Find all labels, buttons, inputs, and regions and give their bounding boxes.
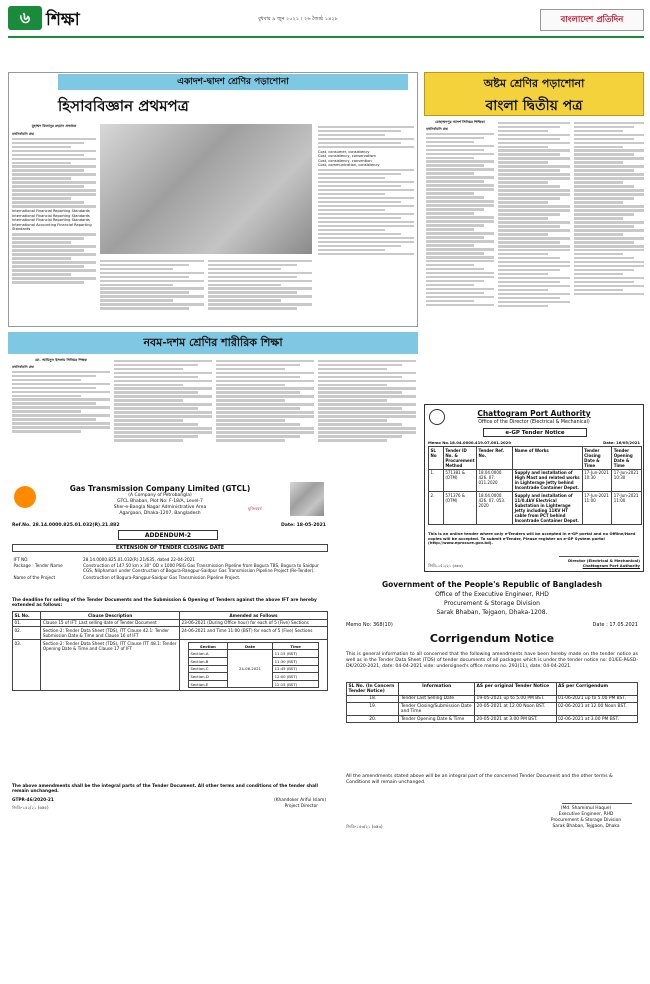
ifrs-term-2: International Financial Reporting Standards bbox=[12, 213, 90, 218]
pe-col-2 bbox=[114, 358, 212, 470]
gtcl-signer: (Khandoker Ariful Islam) bbox=[274, 798, 326, 803]
rhd-corrigendum-notice bbox=[340, 578, 644, 978]
gtcl-row3-schedule bbox=[179, 639, 327, 691]
gtcl-sub-section-c: Section-C bbox=[188, 665, 227, 673]
gtcl-sub-section-e: Section-E bbox=[188, 680, 227, 688]
rhd-row1-corr: 01-06-2021 up to 5.00 PM BST. bbox=[556, 695, 638, 703]
bangla-col-2 bbox=[498, 120, 570, 400]
gtcl-subtitle: (A Company of Petrobangla) bbox=[128, 493, 192, 498]
gtcl-address1: GTCL Bhaban, Plot No: F-18/A, Level-7 bbox=[117, 499, 203, 504]
accounting-kicker: একাদশ-দ্বাদশ শ্রেণির পড়াশোনা bbox=[58, 74, 408, 90]
rhd-col-info: Information bbox=[399, 683, 475, 696]
cpa-org: Chattogram Port Authority bbox=[477, 409, 591, 418]
bangla-title: বাংলা দ্বিতীয় পত্র bbox=[485, 98, 583, 114]
rhd-gov: Government of the People's Republic of Bangladesh bbox=[381, 580, 603, 589]
cpa-row1-closing: 17-Jun-2021 10:30 bbox=[582, 469, 612, 492]
gtcl-sub-col-section: Section bbox=[188, 642, 227, 650]
rhd-row2-sl: 19. bbox=[347, 703, 399, 716]
table-row bbox=[429, 492, 642, 525]
rhd-row2-info: Tender Closing/Submission Date and Time bbox=[399, 703, 475, 716]
table-row bbox=[13, 619, 328, 627]
accounting-author: মুহাম্মদ মিজানুর রহমান প্রভাষক bbox=[31, 124, 77, 128]
cost-term-1: Cost, consumer, consistency bbox=[318, 149, 370, 154]
table-row bbox=[13, 627, 328, 640]
rhd-row1-info: Tender Last Selling Date bbox=[399, 695, 475, 703]
gtcl-info-wrap bbox=[12, 556, 328, 581]
gtcl-info-val-3: Construction of Bogura-Rangpur-Saidpur Gas Transmission Pipeline Project. bbox=[83, 574, 241, 580]
cpa-date: Date: 16/05/2021 bbox=[603, 440, 640, 445]
gtcl-row3-desc: Section-2: Tender Data Sheet (TDS), ITT Clause ITT 48.1: Tender Opening Date & Time and Clause 17 of IFT bbox=[41, 639, 180, 691]
gtcl-section-table bbox=[188, 642, 319, 689]
cpa-row2-id: 571376 & (OTM) bbox=[443, 492, 476, 525]
rhd-row2-orig: 20-05-2021 at 12.00 Noon BST. bbox=[475, 703, 556, 716]
bangla-col-1 bbox=[426, 120, 494, 400]
pe-title: নবম-দশম শ্রেণির শারীরিক শিক্ষা bbox=[8, 332, 418, 354]
students-exam-photo bbox=[100, 124, 312, 254]
cpa-office: Office of the Director (Electrical & Mechanical) bbox=[478, 420, 590, 425]
gtcl-signer-title: Project Director bbox=[284, 804, 318, 809]
table-row bbox=[347, 715, 638, 723]
cpa-col-id: Tender ID No. & Procurement Method bbox=[445, 447, 475, 468]
table-row bbox=[12, 574, 328, 581]
bangla-col-3 bbox=[574, 120, 644, 400]
gtcl-row1-amend: 23-06-2021 (During Office hour) for each of 5 (Five) Sections bbox=[179, 619, 327, 627]
pe-col-4 bbox=[318, 358, 416, 470]
gtcl-row2-sl: 02. bbox=[13, 627, 41, 640]
pe-col-1 bbox=[12, 358, 110, 470]
gtcl-sub-section-b: Section-B bbox=[188, 657, 227, 665]
page-number: ৬ bbox=[8, 6, 42, 30]
rhd-address: Sarak Bhaban, Tejgaon, Dhaka-1208. bbox=[436, 609, 548, 616]
cpa-signature bbox=[559, 549, 639, 557]
gtcl-sub-section-a: Section-A bbox=[188, 650, 227, 658]
pe-author: মো. আমিনুল ইসলাম সিনিয়র শিক্ষক bbox=[34, 358, 88, 362]
gtcl-info-key-1: IFT NO. bbox=[13, 556, 29, 562]
rhd-signer: (Md. Shamimul Haque) bbox=[560, 806, 612, 811]
cpa-row1-ref: 18.04.0000. 426. 07. 011.2020 bbox=[477, 469, 513, 492]
gtcl-ref-code: জিডি-১৫২/২১ (৬x৫) bbox=[12, 805, 49, 810]
rhd-row3-corr: 02-06-2021 at 3.00 PM BST. bbox=[556, 715, 638, 723]
rhd-date: Date : 17.05.2021 bbox=[592, 622, 638, 628]
cpa-online-note: This is an online tender where only e-Tenders will be accepted in e-GP portal and no Offline/Hard copies will be accepted. To submit e-Tender, Please register on e-GP System portal (http://www.eprocure.gov.bd). bbox=[428, 531, 636, 546]
accounting-col-1 bbox=[12, 124, 96, 324]
cpa-memo: Memo No.18.04.0000.419.07.001.2020 bbox=[428, 440, 511, 445]
rhd-col-sl: SL No. (In Concern Tender Notice) bbox=[347, 683, 399, 696]
gtcl-clause-table bbox=[12, 611, 328, 691]
ifrs-term-3: International Financial Reporting Standards bbox=[12, 218, 90, 223]
cpa-table-wrap bbox=[428, 446, 642, 525]
gtcl-footer-text: The above amendments shall be the integral parts of the Tender Document. All other terms and conditions of the tender shall remain unchanged. bbox=[12, 784, 318, 795]
gtcl-sub-date: 24-06-2021 bbox=[227, 650, 272, 688]
gtcl-info-table bbox=[12, 556, 328, 581]
accounting-col-3 bbox=[208, 258, 312, 324]
gtcl-sub-section-d: Section-D bbox=[188, 673, 227, 681]
cpa-row2-works: Supply and installation of 11/0.4kV Electrical Substation in Lighterage Jetty including 11KV HT cable from PCT behind Incontrade Container Depot. bbox=[513, 492, 583, 525]
rhd-signer-div: Procurement & Storage Division bbox=[550, 818, 622, 823]
ifrs-term-4: International Accounting Financial Reporting Standards bbox=[12, 222, 92, 232]
chattogram-tender-notice bbox=[424, 404, 644, 572]
gtcl-ext-title: EXTENSION OF TENDER CLOSING DATE bbox=[12, 544, 328, 552]
gtcl-sub-time-c: 11:45 (BST) bbox=[273, 665, 319, 673]
gtcl-slogan: মুজিববর্ষ bbox=[248, 506, 262, 511]
issue-date: বুধবার ৯ জুন ২০২১ । ২৬ জ্যৈষ্ঠ ১৪২৮ bbox=[258, 16, 338, 22]
rhd-signature bbox=[562, 792, 632, 804]
accounting-section-label: বহুনির্বাচনি প্রশ্ন bbox=[12, 131, 34, 136]
table-row bbox=[12, 556, 328, 563]
section-title: শিক্ষা bbox=[46, 10, 80, 30]
rhd-corrigendum-table bbox=[346, 682, 638, 723]
header-rule bbox=[8, 36, 644, 38]
gtcl-row3-sl: 03. bbox=[13, 639, 41, 691]
table-row bbox=[347, 703, 638, 716]
gtcl-deadline-text: The deadline for selling of the Tender Documents and the Submission & Opening of Tenders against the above IFT are hereby extended as follows: bbox=[12, 598, 317, 609]
gtcl-ref: Ref.No. 28.14.0000.825.01.032(R).21.882 bbox=[12, 523, 120, 528]
rhd-table-wrap bbox=[346, 682, 638, 723]
gtcl-table-header bbox=[13, 612, 328, 620]
gtcl-section-header bbox=[188, 642, 318, 650]
cpa-row2-sl: 2. bbox=[429, 492, 444, 525]
rhd-signer-title: Executive Engineer, RHD bbox=[558, 812, 614, 817]
gtcl-logo-icon bbox=[14, 486, 36, 508]
table-row bbox=[347, 695, 638, 703]
cpa-signer: Director (Electrical & Mechanical) bbox=[567, 558, 640, 563]
gtcl-row2-amend: 24-06-2021 and Time 11:00 (BST) for each of 5 (Five) Sections bbox=[179, 627, 327, 640]
bangla-section-label: বহুনির্বাচনি প্রশ্ন bbox=[426, 126, 448, 131]
cpa-col-works: Name of Works bbox=[513, 447, 583, 470]
cpa-row1-sl: 1. bbox=[429, 469, 444, 492]
accounting-col-4 bbox=[318, 124, 414, 324]
gtcl-col-amend: Amended as Follows bbox=[179, 612, 327, 620]
rhd-body: This is general information to all concerned that the following amendments have been hereby made on the tender notice as well as in the Tender Data Sheet (TDS) of tender documents of all packages which is under the tender notice no: 01/EE-P&SD-DK/2020-2021, date: 04-04-2021 vide: undersigned's office memo no. 293(11), date: 04-04-2021. bbox=[346, 652, 638, 669]
cost-term-4: Cost, communication, consistency bbox=[318, 163, 380, 167]
bangla-author: মোহাম্মদপুর আদর্শ সিনিয়র শিক্ষিকা bbox=[435, 120, 485, 124]
gtcl-sub-time-e: 12:15 (BST) bbox=[273, 680, 319, 688]
gtcl-sub-time-b: 11:30 (BST) bbox=[273, 657, 319, 665]
cpa-row1-works: Supply and installation of High Mast and related works in Lighterage Jetty behind Incontrade Container Depot. bbox=[513, 469, 583, 492]
gtcl-info-val-2: Construction of 147.50 km x 30" OD x 1000 PSIG Gas Transmission Pipeline from Bogura TBS, Bogura to Saidpur CGS, Nilphamari under Construction of Bogura-Rangpur-Saidpur Gas Transmission Pipeline Project (Re-Tender). bbox=[83, 563, 319, 574]
rhd-row1-orig: 19-05-2021 up to 5.00 PM BST. bbox=[475, 695, 556, 703]
rhd-title: Corrigendum Notice bbox=[429, 632, 555, 645]
gtcl-row1-sl: 01. bbox=[13, 619, 41, 627]
cpa-table-header bbox=[429, 447, 642, 470]
cpa-row2-opening: 17-Jun-2021 11:00 bbox=[612, 492, 642, 525]
rhd-footer: All the amendments stated above will be an integral part of the concerned Tender Document and the other terms & Conditions will remain unchanged. bbox=[346, 774, 613, 785]
gtcl-date: Date: 18-05-2021 bbox=[280, 523, 326, 528]
gtcl-info-key-3: Name of the Project bbox=[13, 574, 56, 580]
cpa-tender-table bbox=[428, 446, 642, 525]
gtcl-table-wrap bbox=[12, 611, 328, 691]
table-row bbox=[12, 563, 328, 575]
bangla-kicker: অষ্টম শ্রেণির পড়াশোনা bbox=[483, 77, 585, 90]
table-row bbox=[188, 650, 318, 658]
cpa-col-opening: Tender Opening Date & Time bbox=[612, 447, 642, 470]
gtcl-sub-time-d: 12:00 (BST) bbox=[273, 673, 319, 681]
cpa-ref-code: জিডি-১৫১/২১ (৬x৩) bbox=[428, 563, 463, 568]
gtcl-address2: Sher-e-Bangla Nagar Administrative Area bbox=[113, 505, 207, 510]
cost-term-2: Cost, consistency, conservatism bbox=[318, 154, 376, 158]
gtcl-col-sl: SL No. bbox=[13, 612, 41, 620]
gtcl-row1-desc: Clause 15 of IFT: Last selling date of Tender Document bbox=[41, 619, 180, 627]
rhd-division: Procurement & Storage Division bbox=[444, 600, 540, 607]
cost-term-3: Cost, consistency, convention bbox=[318, 158, 372, 163]
gtcl-sub-col-time: Time bbox=[273, 642, 319, 650]
rhd-table-header bbox=[347, 683, 638, 696]
gtcl-tender-notice bbox=[8, 478, 332, 978]
rhd-col-orig: AS per original Tender Notice bbox=[475, 683, 556, 696]
rhd-col-corr: AS per Corrigendum bbox=[556, 683, 638, 696]
gtcl-col-desc: Clause Description bbox=[41, 612, 180, 620]
rhd-signer-addr: Sarak Bhaban, Tejgaon, Dhaka bbox=[552, 824, 620, 829]
cpa-col-closing: Tender Closing Date & Time bbox=[582, 447, 612, 470]
cpa-row2-closing: 17-Jun-2021 11:00 bbox=[582, 492, 612, 525]
cpa-row1-opening: 17-Jun-2021 10:30 bbox=[612, 469, 642, 492]
cpa-col-ref: Tender Ref. No. bbox=[477, 447, 513, 470]
rhd-row3-orig: 20-05-2021 at 3.00 PM BST. bbox=[475, 715, 556, 723]
accounting-title: হিসাববিজ্ঞান প্রথমপত্র bbox=[58, 97, 189, 115]
gtcl-code: GTPR-46/2020-21 bbox=[12, 798, 54, 803]
rhd-row1-sl: 18. bbox=[347, 695, 399, 703]
pe-section-label: বহুনির্বাচনি প্রশ্ন bbox=[12, 364, 34, 369]
gtcl-address3: Agargaon, Dhaka-1207, Bangladesh bbox=[119, 511, 201, 516]
cpa-col-sl: SL No bbox=[429, 447, 444, 470]
rhd-row2-corr: 02-06-2021 at 12.00 Noon BST. bbox=[556, 703, 638, 716]
cpa-row2-ref: 18.04.0000. 426. 07. 053. 2020 bbox=[477, 492, 513, 525]
gtcl-sub-time-a: 11:15 (BST) bbox=[273, 650, 319, 658]
pe-col-3 bbox=[216, 358, 314, 470]
mujib-portrait-image bbox=[290, 482, 324, 516]
cpa-row1-id: 571381 & (OTM) bbox=[443, 469, 476, 492]
rhd-ref-code: জিডি-১৫৩/২১ (৬x৩) bbox=[346, 824, 383, 829]
table-row bbox=[13, 639, 328, 691]
gtcl-row2-desc: Section-2: Tender Data Sheet (TDS), ITT Clause 42.1: Tender Submission Date & Time and Clause 16 of IFT bbox=[41, 627, 180, 640]
rhd-memo: Memo No: 368(10) bbox=[346, 622, 393, 628]
gtcl-sub-col-date: Date bbox=[227, 642, 272, 650]
cpa-notice-title: e-GP Tender Notice bbox=[483, 428, 587, 437]
gtcl-info-val-1: 28.14.0000.825.01.032(R).21/635, dated 22-04-2021 bbox=[83, 556, 195, 562]
rhd-row3-sl: 20. bbox=[347, 715, 399, 723]
newspaper-logo: বাংলাদেশ প্রতিদিন bbox=[540, 9, 644, 31]
rhd-office: Office of the Executive Engineer, RHD bbox=[435, 591, 549, 598]
gtcl-org: Gas Transmission Company Limited (GTCL) bbox=[69, 484, 251, 493]
ifrs-term-1: International Financial Reporting Standards bbox=[12, 209, 90, 214]
rhd-row3-info: Tender Opening Date & Time bbox=[399, 715, 475, 723]
accounting-col-2 bbox=[100, 258, 204, 324]
table-row bbox=[429, 469, 642, 492]
gtcl-addendum: ADDENDUM-2 bbox=[118, 530, 218, 540]
gtcl-info-key-2: Package : Tender Name bbox=[13, 563, 63, 569]
cpa-signer-org: Chattogram Port Authority bbox=[582, 563, 640, 568]
